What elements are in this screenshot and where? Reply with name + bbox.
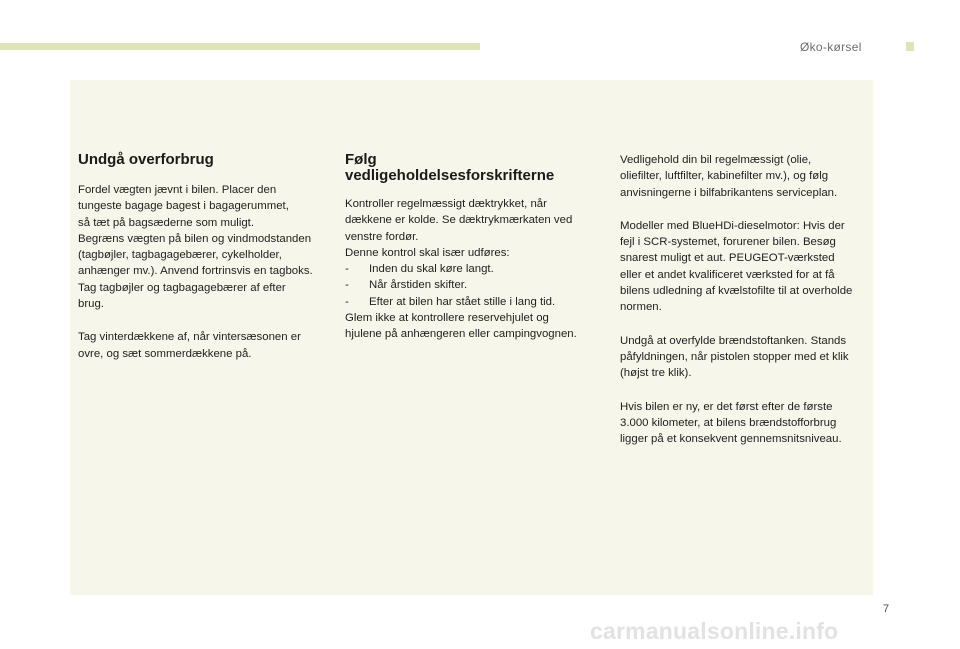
heading-maintenance-line2: vedligeholdelsesforskrifterne <box>345 167 555 184</box>
list-item: - Inden du skal køre langt. <box>345 261 601 277</box>
paragraph-new-car: Hvis bilen er ny, er det først efter de første 3.000 kilometer, at bilens brændstofforbrug ligger på et konsekvent gennemsnitsniveau. <box>620 400 842 446</box>
paragraph-fuel-tank: Undgå at overfylde brændstoftanken. Stands påfyldningen, når pistolen stopper med et klik (højst tre klik). <box>620 334 849 380</box>
header-accent-bar <box>0 43 480 50</box>
section-title: Øko-kørsel <box>800 40 862 54</box>
heading-maintenance-line1: Følg <box>345 151 377 168</box>
heading-maintenance <box>345 152 601 184</box>
check-list <box>345 261 601 310</box>
watermark: carmanualsonline.info <box>590 618 839 644</box>
section-marker <box>906 42 914 51</box>
heading-avoid-overconsumption: Undgå overforbrug <box>78 151 214 168</box>
paragraph-tyre-pressure: Kontroller regelmæssigt dæktrykket, når dækkene er kolde. Se dæktrykmærkaten ved venstre fordør. Denne kontrol skal især udføres: <box>345 198 573 259</box>
page-number: 7 <box>883 603 890 615</box>
column-right <box>620 152 868 464</box>
paragraph-service: Vedligehold din bil regelmæssigt (olie, oliefilter, luftfilter, kabinefilter mv.), og følg anvisningerne i bilfabrikantens serviceplan. <box>620 154 838 199</box>
paragraph-winter-tyres: Tag vinterdækkene af, når vintersæsonen er ovre, og sæt sommerdækkene på. <box>78 331 301 360</box>
column-middle <box>345 152 601 360</box>
list-item: - Efter at bilen har stået stille i lang tid. <box>345 294 601 310</box>
paragraph-bluehdi: Modeller med BlueHDi-dieselmotor: Hvis der fejl i SCR-systemet, forurener bilen. Besøg snarest muligt et aut. PEUGEOT-værksted eller et andet kvalificeret værksted for at få bilens udledning af kvælstofilte til at overholde normen. <box>620 219 853 314</box>
paragraph-weight: Fordel vægten jævnt i bilen. Placer den tungeste bagage bagest i bagagerummet, så tæt på bagsæderne som muligt. Begræns vægten på bilen og vindmodstanden (tagbøjler, tagbagagebærer, cykelholder, anhænger mv.). Anvend fortrinsvis en tagboks. Tag tagbøjler og tagbagagebærer af efter brug. <box>78 184 313 311</box>
list-item: - Når årstiden skifter. <box>345 277 601 293</box>
column-left <box>78 152 333 379</box>
paragraph-spare-wheel: Glem ikke at kontrollere reservehjulet og hjulene på anhængeren eller campingvognen. <box>345 312 577 341</box>
